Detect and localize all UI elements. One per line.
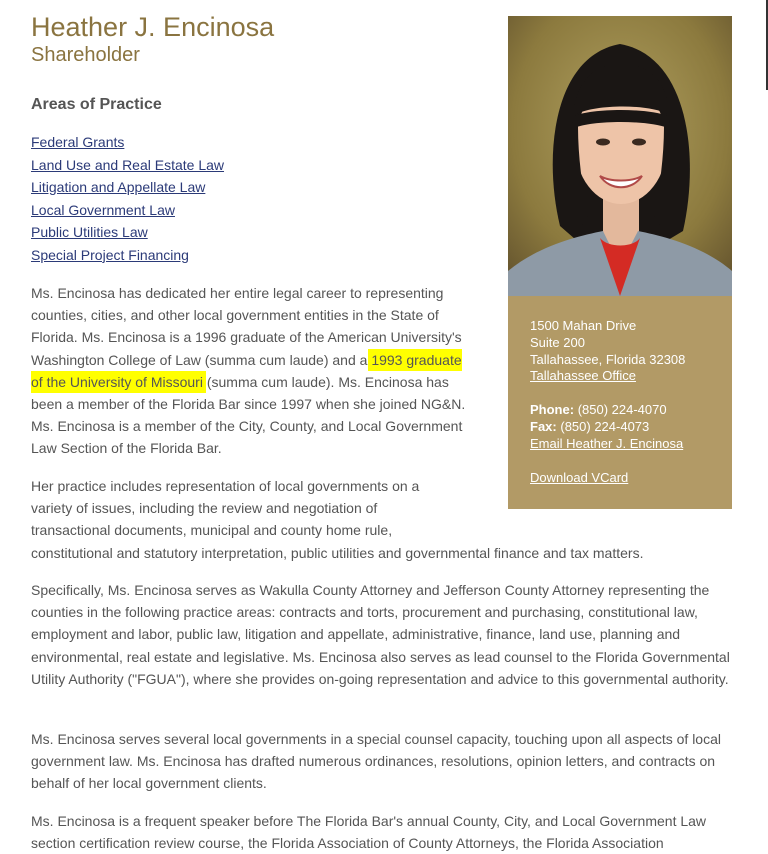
area-link-local-government[interactable]: Local Government Law	[31, 201, 175, 218]
page-title: Heather J. Encinosa	[31, 12, 275, 42]
phone-row	[530, 402, 685, 419]
list-item	[31, 155, 224, 178]
list-item	[31, 177, 224, 200]
list-item	[31, 132, 224, 155]
portrait-photo	[508, 16, 732, 296]
list-item	[31, 222, 224, 245]
fax-row	[530, 419, 685, 436]
portrait-image	[508, 16, 732, 296]
highlighted-text: 1993 graduate of the University of Missouri	[31, 351, 462, 390]
bio-paragraph-3: Specifically, Ms. Encinosa serves as Wakulla County Attorney and Jefferson County Attorney representing the counties in the following practice areas: contracts and torts, procurement and purchasing, constitutional law, employment and labor, public law, litigation and appellate, administrative, finance, land use, planning and environmental, real estate and legislative. Ms. Encinosa also serves as lead counsel to the Florida Governmental Utility Authority ("FGUA"), where she provides on-going representation and advice to this governmental authority.	[31, 582, 730, 687]
area-link-federal-grants[interactable]: Federal Grants	[31, 134, 125, 150]
area-link-litigation[interactable]: Litigation and Appellate Law	[31, 179, 206, 195]
contact-panel	[508, 296, 732, 509]
fax-label: Fax:	[530, 418, 557, 434]
job-title: Shareholder	[31, 44, 140, 66]
areas-heading: Areas of Practice	[31, 96, 162, 113]
profile-header	[31, 11, 274, 67]
fax-value: (850) 224-4073	[560, 418, 650, 434]
list-item	[31, 200, 224, 223]
bio-text: constitutional and statutory interpretation, public utilities and governmental finance and tax matters.	[31, 544, 644, 561]
address-line-1: 1500 Mahan Drive	[530, 318, 637, 333]
areas-list	[31, 132, 224, 267]
office-link[interactable]: Tallahassee Office	[530, 368, 636, 384]
bio-paragraph-5: Ms. Encinosa is a frequent speaker before The Florida Bar's annual County, City, and Local Government Law section certification review course, the Florida Association of County Attorneys, the Florida Association	[31, 813, 707, 852]
bio-text: Her practice includes representation of local governments on a variety of issues, including the review and negotiation of transactional documents, municipal and county home rule,	[31, 478, 420, 539]
area-link-special-project[interactable]: Special Project Financing	[31, 246, 189, 263]
bio-text: (summa cum laude). Ms. Encinosa has been a member of the Florida Bar since 1997 when she joined NG&N. Ms. Encinosa is a member of the City, County, and Local Government Law Section of the Florida Bar.	[31, 373, 466, 457]
address-line-2: Suite 200	[530, 334, 585, 350]
bio-paragraph-4: Ms. Encinosa serves several local governments in a special counsel capacity, touching upon all aspects of local government law. Ms. Encinosa has drafted numerous ordinances, resolutions, opinion letters, and contracts on behalf of her local government clients.	[31, 731, 721, 792]
area-link-public-utilities[interactable]: Public Utilities Law	[31, 224, 148, 240]
area-link-land-use[interactable]: Land Use and Real Estate Law	[31, 156, 225, 173]
address-city: Tallahassee, Florida 32308	[530, 351, 686, 367]
vcard-download-link[interactable]: Download VCard	[530, 469, 629, 485]
email-link[interactable]: Email Heather J. Encinosa	[530, 435, 684, 451]
list-item	[31, 245, 224, 268]
bio-text: Ms. Encinosa has dedicated her entire legal career to representing counties, cities, and other local government entities in the State of Florida. Ms. Encinosa is a 1996 graduate of the American University's Washington College of Law (summa cum laude) and a	[31, 285, 462, 368]
phone-value: (850) 224-4070	[577, 402, 667, 418]
phone-label: Phone:	[530, 402, 575, 418]
bio-paragraph-1	[31, 282, 471, 460]
